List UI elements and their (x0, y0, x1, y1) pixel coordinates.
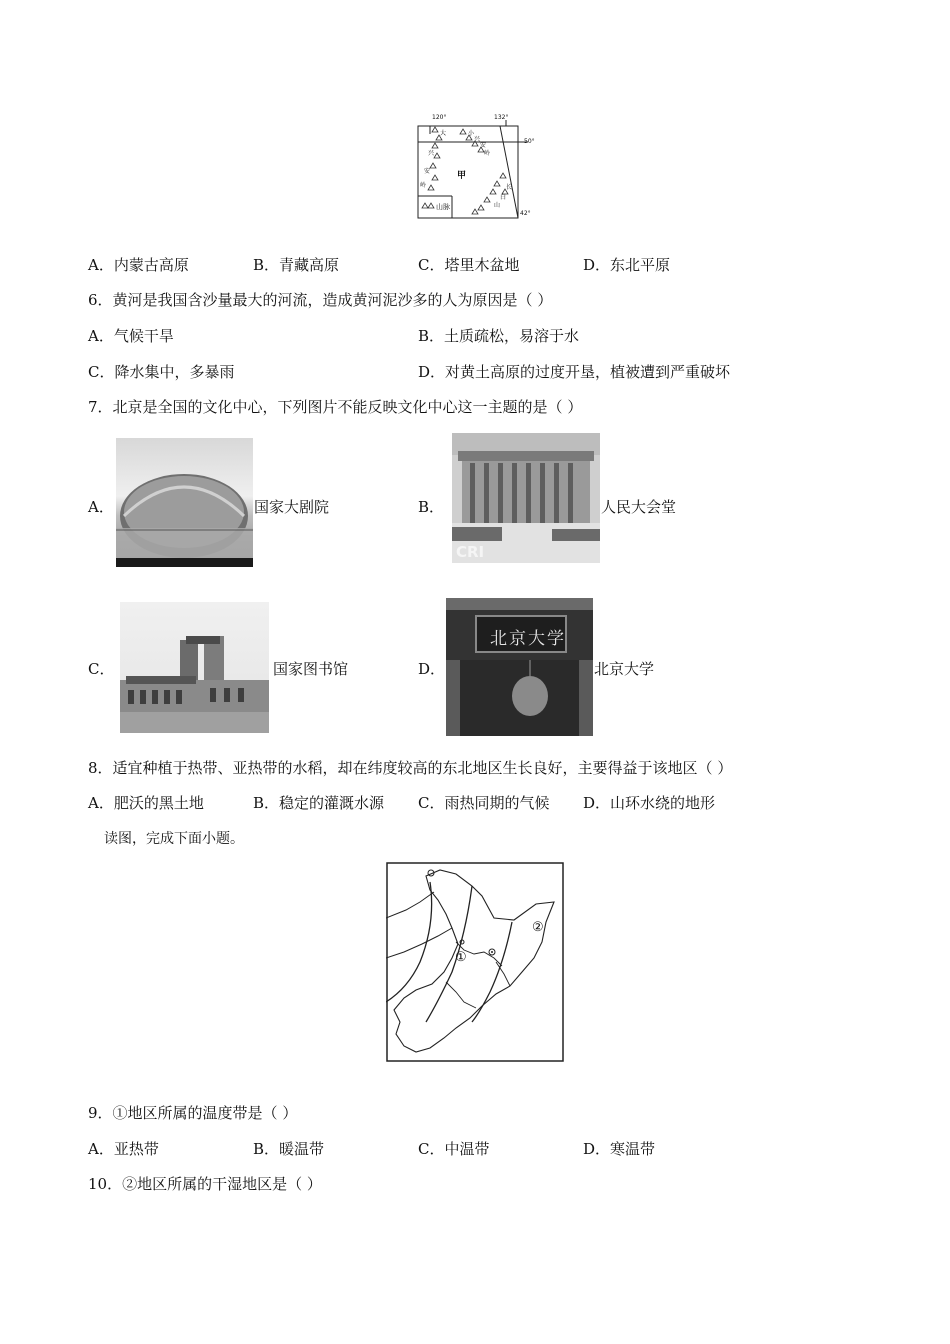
q6-option-d: D．对黄土高原的过度开垦，植被遭到严重破坏 (418, 363, 731, 381)
national-grand-theater-photo (116, 438, 253, 567)
q9-option-d: D．寒温带 (583, 1140, 656, 1158)
q7-option-b-letter: B． (418, 498, 445, 516)
q5-option-d: D．东北平原 (583, 256, 671, 274)
top-map-char-ling: 岭 (420, 182, 427, 189)
q8-option-b: B．稳定的灌溉水源 (253, 794, 385, 812)
q10-stem: 10．②地区所属的干湿地区是（ ） (88, 1175, 322, 1193)
q7-option-a-letter: A． (88, 498, 114, 516)
q5-option-c: C．塔里木盆地 (418, 256, 520, 274)
q7-option-c-caption: 国家图书馆 (273, 660, 349, 678)
top-map-char-an: 安 (424, 168, 431, 175)
top-map-char-xing: 兴 (428, 150, 435, 157)
great-hall-of-the-people-photo (452, 433, 600, 563)
q9-option-a: A．亚热带 (88, 1140, 159, 1158)
cri-watermark: CRI (456, 543, 485, 561)
northeast-china-map (386, 862, 564, 1062)
q8-stem: 8．适宜种植于热带、亚热带的水稻，却在纬度较高的东北地区生长良好，主要得益于该地区（ ） (88, 759, 733, 777)
top-map-char-xiao: 小 (468, 130, 475, 137)
national-library-photo (120, 602, 269, 733)
top-map-char-bai: 白 (500, 194, 507, 201)
q9-option-b: B．暖温带 (253, 1140, 325, 1158)
top-map-char-shan: 山 (494, 202, 501, 209)
top-map-legend-text: 山脉 (436, 203, 450, 211)
top-map-figure (410, 114, 540, 220)
top-map-char-ling2: 岭 (484, 150, 491, 157)
q8-option-d: D．山环水绕的地形 (583, 794, 716, 812)
q7-option-d-caption: 北京大学 (594, 660, 655, 678)
q5-option-a: A．内蒙古高原 (88, 256, 189, 274)
q6-option-a: A．气候干旱 (88, 327, 174, 345)
q9-option-c: C．中温带 (418, 1140, 490, 1158)
top-map-char-chang: 长 (506, 184, 513, 191)
q5-option-b: B．青藏高原 (253, 256, 340, 274)
q6-option-c: C．降水集中，多暴雨 (88, 363, 235, 381)
q7-option-c-letter: C． (88, 660, 115, 678)
ne-map-label-2: ② (532, 920, 544, 935)
top-map-lon-left: 120° (432, 114, 447, 121)
top-map-char-xing2: 兴 (474, 136, 481, 143)
top-map-lat-bottom: 42° (520, 210, 531, 217)
northeast-map-svg (386, 862, 564, 1062)
pku-plaque-text: 北京大学 (490, 629, 566, 649)
top-map-char-da: 大 (440, 130, 447, 137)
peking-university-gate-photo (446, 598, 593, 736)
q8-option-a: A．肥沃的黑土地 (88, 794, 204, 812)
reading-instruction: 读图，完成下面小题。 (104, 831, 244, 847)
top-map-char-an2: 安 (480, 142, 487, 149)
top-map-lat-top: 50° (524, 138, 535, 145)
top-map-label-jia: 甲 (457, 171, 467, 181)
q7-option-b-caption: 人民大会堂 (601, 498, 677, 516)
q7-stem: 7．北京是全国的文化中心，下列图片不能反映文化中心这一主题的是（ ） (88, 398, 583, 416)
q7-option-d-letter: D． (418, 660, 446, 678)
q6-option-b: B．土质疏松，易溶于水 (418, 327, 580, 345)
q7-option-a-caption: 国家大剧院 (254, 498, 330, 516)
q6-stem: 6．黄河是我国含沙量最大的河流，造成黄河泥沙多的人为原因是（ ） (88, 291, 553, 309)
ne-map-label-1: ① (455, 950, 467, 965)
q9-stem: 9．①地区所属的温度带是（ ） (88, 1104, 298, 1122)
top-map-lon-right: 132° (494, 114, 509, 121)
q8-option-c: C．雨热同期的气候 (418, 794, 550, 812)
